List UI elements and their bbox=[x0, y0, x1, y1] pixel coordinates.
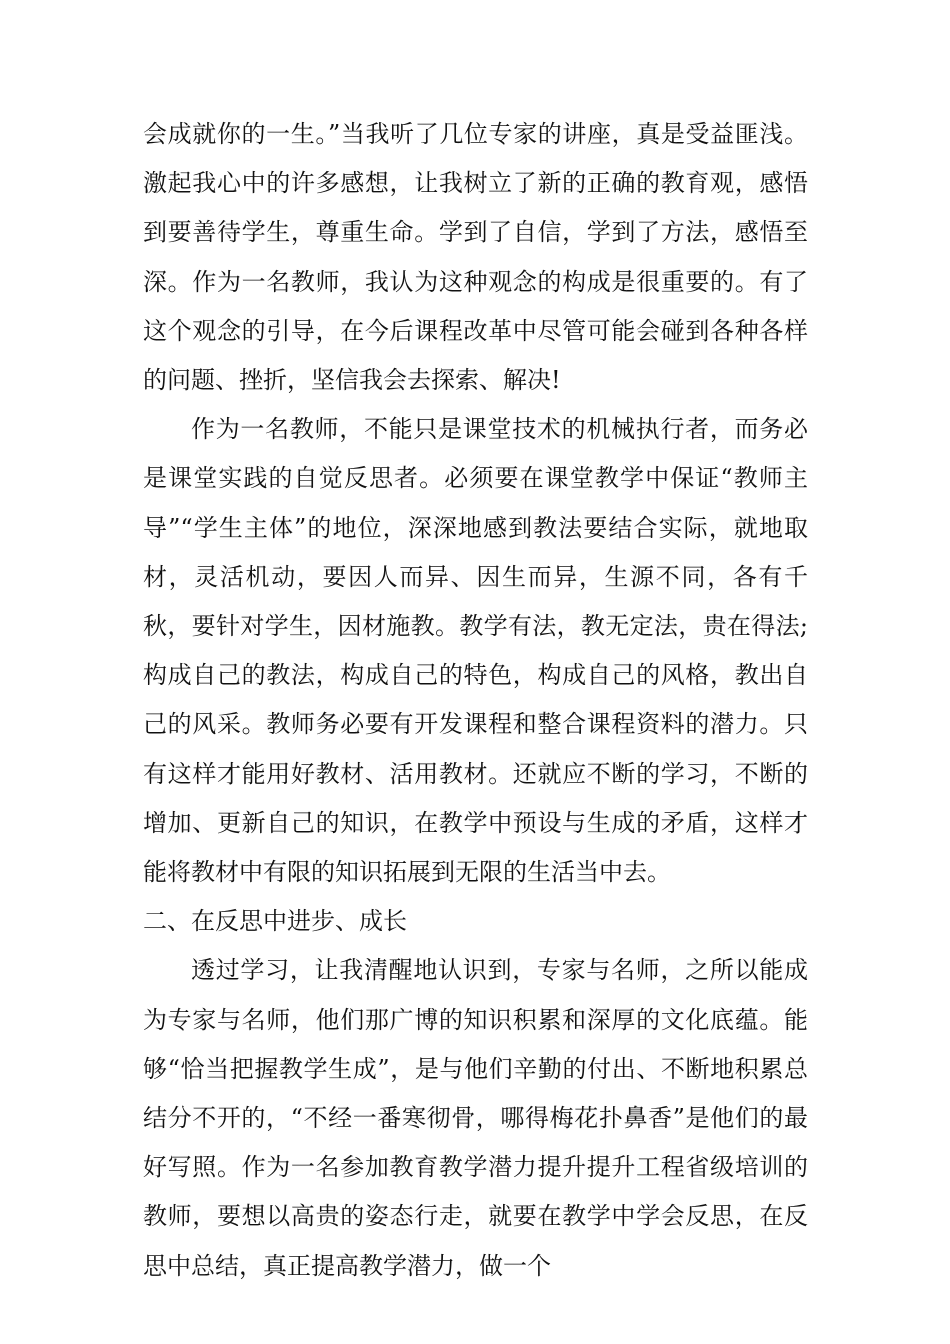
paragraph-teacher-role: 作为一名教师，不能只是课堂技术的机械执行者，而务必是课堂实践的自觉反思者。必须要在课堂教学中保证“教师主导”“学生主体”的地位，深深地感到教法要结合实际，就地取材，灵活机动，要因人而异、因生而异，生源不同，各有千秋，要针对学生，因材施教。教学有法，教无定法，贵在得法;构成自己的教法，构成自己的特色，构成自己的风格，教出自己的风采。教师务必要有开发课程和整合课程资料的潜力。只有这样才能用好教材、活用教材。还就应不断的学习，不断的增加、更新自己的知识，在教学中预设与生成的矛盾，这样才能将教材中有限的知识拓展到无限的生活当中去。 bbox=[143, 415, 808, 887]
paragraph-reflection: 透过学习，让我清醒地认识到，专家与名师，之所以能成为专家与名师，他们那广博的知识积累和深厚的文化底蕴。能够“恰当把握教学生成”，是与他们辛勤的付出、不断地积累总结分不开的，“不经一番寒彻骨，哪得梅花扑鼻香”是他们的最好写照。作为一名参加教育教学潜力提升提升工程省级培训的教师，要想以高贵的姿态行走，就要在教学中学会反思，在反思中总结，真正提高教学潜力，做一个 bbox=[143, 956, 808, 1280]
document-body bbox=[143, 110, 808, 1291]
paragraph-continuation: 会成就你的一生。”当我听了几位专家的讲座，真是受益匪浅。激起我心中的许多感想，让我树立了新的正确的教育观，感悟到要善待学生，尊重生命。学到了自信，学到了方法，感悟至深。作为一名教师，我认为这种观念的构成是很重要的。有了这个观念的引导，在今后课程改革中尽管可能会碰到各种各样的问题、挫折，坚信我会去探索、解决! bbox=[143, 120, 808, 395]
section-heading: 二、在反思中进步、成长 bbox=[143, 907, 407, 936]
